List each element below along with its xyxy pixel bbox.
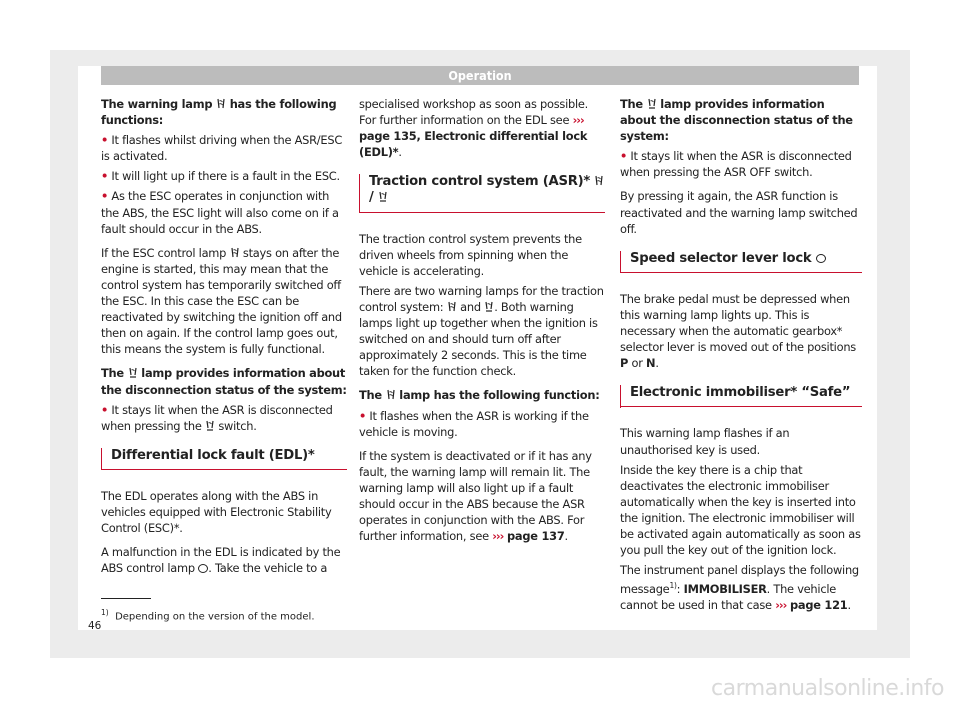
paragraph: This warning lamp flashes if an unauthorised key is used. bbox=[620, 426, 790, 457]
esc-off-icon bbox=[128, 367, 138, 378]
selector-lever-icon bbox=[816, 254, 826, 263]
page-reference-link[interactable]: ››› page 121 bbox=[775, 598, 848, 613]
section-heading: Traction control system (ASR)* / bbox=[359, 174, 605, 212]
list-item: • It stays lit when the ASR is disconnected when pressing the switch. bbox=[101, 402, 333, 433]
watermark: carmanualsonline.info bbox=[711, 676, 944, 701]
esc-off-icon bbox=[205, 420, 215, 431]
page-number: 46 bbox=[88, 620, 102, 632]
footnote: $^{1)}$ Depending on the version of the model. bbox=[101, 608, 315, 623]
column-2 bbox=[359, 96, 605, 552]
list-item: • It flashes whilst driving when the ASR/ESC is activated. bbox=[101, 133, 343, 164]
section-header: Operation bbox=[101, 66, 859, 85]
abs-icon bbox=[198, 564, 208, 573]
esc-warning-icon bbox=[386, 389, 396, 400]
paragraph: The lamp provides information about the disconnection status of the system: bbox=[101, 366, 347, 397]
paragraph: A malfunction in the EDL is indicated by the ABS control lamp . Take the vehicle to a bbox=[101, 545, 341, 576]
section-heading: Differential lock fault (EDL)* bbox=[101, 448, 347, 470]
page-reference-link[interactable]: ››› page 137 bbox=[492, 529, 565, 544]
paragraph: Inside the key there is a chip that deactivates the electronic immobiliser automatically when the key is inserted into the ignition. The electronic immobiliser will be activated again automatically as soon as you pull the key out of the ignition lock. bbox=[620, 462, 861, 558]
paragraph: The lamp provides information about the disconnection status of the system: bbox=[620, 97, 853, 144]
esc-off-icon bbox=[647, 98, 657, 109]
paragraph: By pressing it again, the ASR function is reactivated and the warning lamp switched off. bbox=[620, 189, 858, 236]
section-heading: Speed selector lever lock bbox=[620, 251, 862, 273]
paragraph: There are two warning lamps for the traction control system: and . Both warning lamps light up together when the ignition is switched on and should turn off after approximately 2 seconds. This is the time taken for the function check. bbox=[359, 283, 604, 379]
paragraph: The instrument panel displays the following message$^{1)}$: IMMOBILISER. The vehicle cannot be used in that case ››› page 121. bbox=[620, 563, 859, 613]
column-3 bbox=[620, 96, 862, 621]
paragraph: If the system is deactivated or if it has any fault, the warning lamp will remain lit. The warning lamp will also light up if a fault should occur in the ABS because the ASR operates in conjunction with the ABS. For further information, see ››› page 137. bbox=[359, 448, 592, 544]
esc-warning-icon bbox=[447, 301, 457, 312]
esc-off-icon bbox=[378, 191, 388, 202]
list-item: • It flashes when the ASR is working if the vehicle is moving. bbox=[359, 408, 589, 439]
list-item: • It will light up if there is a fault in the ESC. bbox=[101, 169, 340, 184]
paragraph: The traction control system prevents the driven wheels from spinning when the vehicle is accelerating. bbox=[359, 231, 582, 278]
list-item: • As the ESC operates in conjunction with the ABS, the ESC light will also come on if a fault should occur in the ABS. bbox=[101, 189, 339, 236]
esc-warning-icon bbox=[594, 175, 604, 186]
column-1 bbox=[101, 96, 347, 584]
list-item: • It stays lit when the ASR is disconnected when pressing the ASR OFF switch. bbox=[620, 149, 852, 180]
section-heading: Electronic immobiliser* “Safe” bbox=[620, 385, 862, 407]
esc-off-icon bbox=[484, 301, 494, 312]
paragraph: The lamp has the following function: bbox=[359, 388, 600, 403]
paragraph: The warning lamp has the following functions: bbox=[101, 97, 337, 128]
footnote-divider bbox=[101, 598, 151, 599]
paragraph: The brake pedal must be depressed when this warning lamp lights up. This is necessary when the automatic gearbox* selector lever is moved out of the positions P or N. bbox=[620, 291, 856, 371]
paragraph: If the ESC control lamp stays on after the engine is started, this may mean that the control system has temporarily switched off the ESC. In this case the ESC can be reactivated by switching the ignition off and then on again. If the control lamp goes out, this means the system is fully functional. bbox=[101, 245, 342, 357]
esc-warning-icon bbox=[216, 98, 226, 109]
paragraph: The EDL operates along with the ABS in vehicles equipped with Electronic Stability Control (ESC)*. bbox=[101, 488, 332, 536]
esc-warning-icon bbox=[230, 247, 240, 258]
paragraph: specialised workshop as soon as possible. For further information on the EDL see ››› page 135, Electronic differential lock (EDL)*. bbox=[359, 97, 589, 160]
page-reference-link[interactable]: ››› page 135, Electronic differential lock (EDL)* bbox=[359, 113, 588, 160]
